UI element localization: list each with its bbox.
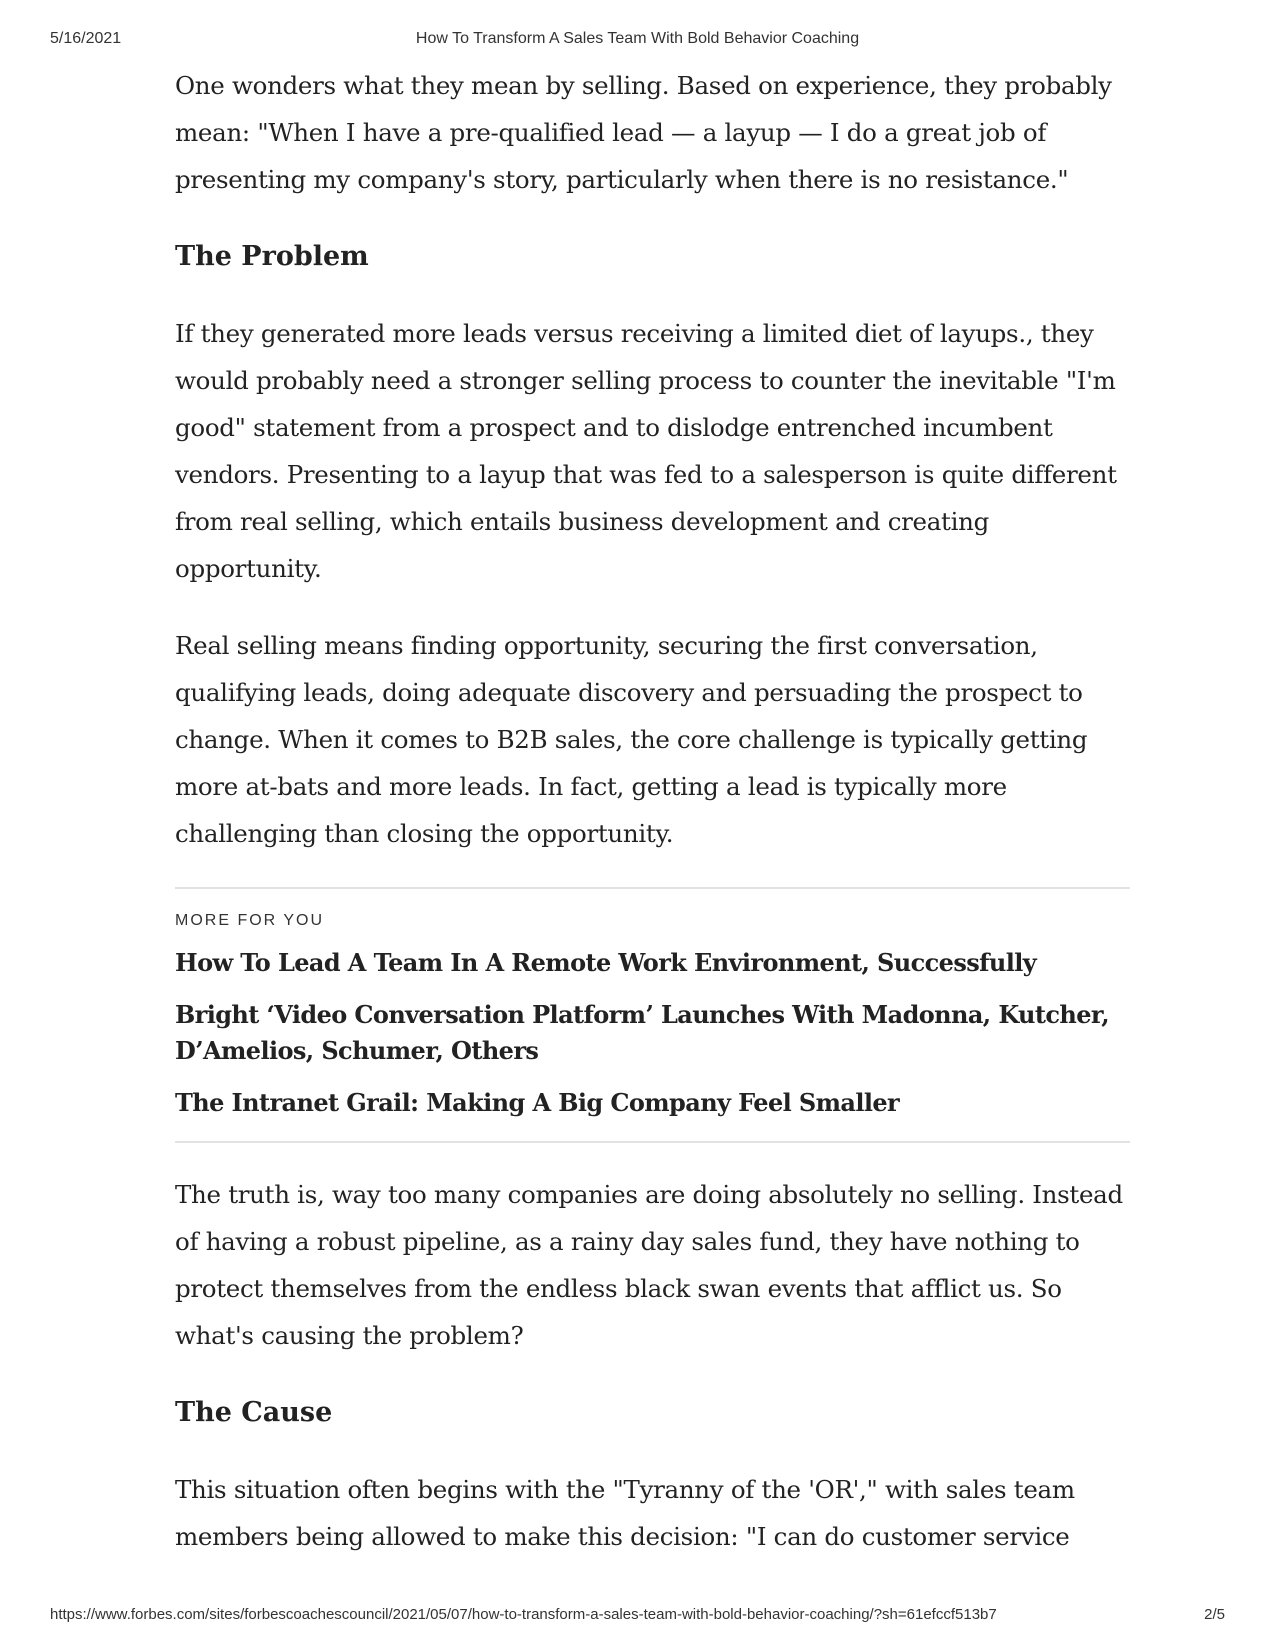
print-date: 5/16/2021: [50, 30, 122, 47]
section-heading-problem: The Problem: [175, 241, 369, 272]
paragraph: The truth is, way too many companies are doing absolutely no selling. Instead of having a robust pipeline, as a rainy day sales fund, they have nothing to protect themselves from the endless black swan events that afflict us. So what's causing the problem?: [175, 1180, 1123, 1350]
page-url: https://www.forbes.com/sites/forbescoachescouncil/2021/05/07/how-to-transform-a-sales-team-with-bold-behavior-coaching/?sh=61efccf513b7: [50, 1606, 997, 1623]
paragraph: This situation often begins with the "Tyranny of the 'OR'," with sales team members being allowed to make this decision: "I can do customer service: [175, 1475, 1075, 1551]
page-number: 2/5: [1204, 1606, 1225, 1623]
more-for-you-box: [175, 887, 1130, 1143]
related-article-link[interactable]: How To Lead A Team In A Remote Work Environment, Successfully: [175, 948, 1037, 977]
section-heading-cause: The Cause: [175, 1397, 333, 1428]
print-header: [50, 30, 1225, 52]
print-footer: [50, 1606, 1225, 1628]
related-article-link[interactable]: The Intranet Grail: Making A Big Company Feel Smaller: [175, 1088, 900, 1117]
more-for-you-label: MORE FOR YOU: [175, 912, 325, 929]
paragraph: If they generated more leads versus receiving a limited diet of layups., they would probably need a stronger selling process to counter the inevitable "I'm good" statement from a prospect and to dislodge entrenched incumbent vendors. Presenting to a layup that was fed to a salesperson is quite different from real selling, which entails business development and creating opportunity.: [175, 319, 1117, 583]
article-body: [175, 62, 1130, 1560]
related-article-link[interactable]: Bright ‘Video Conversation Platform’ Launches With Madonna, Kutcher, D’Amelios, Schumer, Others: [175, 1000, 1109, 1065]
paragraph: One wonders what they mean by selling. Based on experience, they probably mean: "When I have a pre-qualified lead — a layup — I do a great job of presenting my company's story, particularly when there is no resistance.": [175, 71, 1112, 194]
print-title: How To Transform A Sales Team With Bold Behavior Coaching: [415, 30, 860, 47]
paragraph: Real selling means finding opportunity, securing the first conversation, qualifying leads, doing adequate discovery and persuading the prospect to change. When it comes to B2B sales, the core challenge is typically getting more at-bats and more leads. In fact, getting a lead is typically more challenging than closing the opportunity.: [175, 631, 1088, 848]
